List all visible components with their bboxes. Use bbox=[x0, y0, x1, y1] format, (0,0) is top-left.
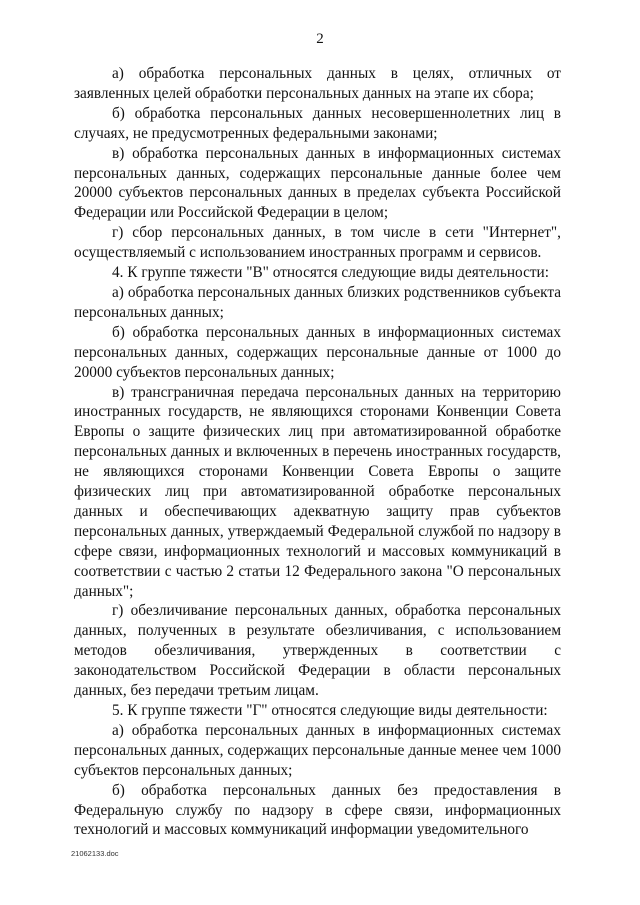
paragraph-5a: а) обработка персональных данных в информационных системах персональных данных, содержащих персональные данные менее чем 1000 субъектов персональных данных; bbox=[74, 721, 561, 779]
paragraph-3b: б) обработка персональных данных несовершеннолетних лиц в случаях, не предусмотренных федеральными законами; bbox=[74, 104, 561, 142]
paragraph-4a: а) обработка персональных данных близких родственников субъекта персональных данных; bbox=[74, 283, 561, 321]
paragraph-4b: б) обработка персональных данных в информационных системах персональных данных, содержащих персональные данные от 1000 до 20000 субъектов персональных данных; bbox=[74, 323, 561, 381]
paragraph-5b: б) обработка персональных данных без предоставления в Федеральную службу по надзору в сфере связи, информационных технологий и массовых коммуникаций информации уведомительного bbox=[74, 781, 561, 839]
paragraph-5-heading: 5. К группе тяжести "Г" относятся следующие виды деятельности: bbox=[112, 702, 548, 719]
file-name-footer: 21062133.doc bbox=[71, 849, 119, 858]
paragraph-3v: в) обработка персональных данных в информационных системах персональных данных, содержащих персональные данные более чем 20000 субъектов персональных данных в пределах субъекта Российской Федерации или Российской Федерации в целом; bbox=[74, 144, 561, 222]
document-body bbox=[74, 64, 561, 840]
paragraph-3g: г) сбор персональных данных, в том числе в сети "Интернет", осуществляемый с использованием иностранных программ и сервисов. bbox=[74, 224, 561, 262]
paragraph-4-heading: 4. К группе тяжести "В" относятся следующие виды деятельности: bbox=[112, 264, 549, 282]
paragraph-3a: а) обработка персональных данных в целях, отличных от заявленных целей обработки персональных данных на этапе их сбора; bbox=[74, 65, 561, 102]
paragraph-4v: в) трансграничная передача персональных данных на территорию иностранных государств, не являющихся сторонами Конвенции Совета Европы о защите физических лиц при автоматизированной обработке персональных данных и включенных в перечень иностранных государств, не являющихся сторонами Конвенции Совета Европы о защите физических лиц при автоматизированной обработке персональных данных и обеспечивающих адекватную защиту прав субъектов персональных данных, утверждаемый Федеральной службой по надзору в сфере связи, информационных технологий и массовых коммуникаций в соответствии с частью 2 статьи 12 Федерального закона "О персональных данных"; bbox=[74, 383, 561, 600]
page-number: 2 bbox=[316, 31, 324, 47]
paragraph-4g: г) обезличивание персональных данных, обработка персональных данных, полученных в результате обезличивания, с использованием методов обезличивания, утвержденных в соответствии с законодательством Российской Федерации в области персональных данных, без передачи третьим лицам. bbox=[74, 602, 561, 700]
